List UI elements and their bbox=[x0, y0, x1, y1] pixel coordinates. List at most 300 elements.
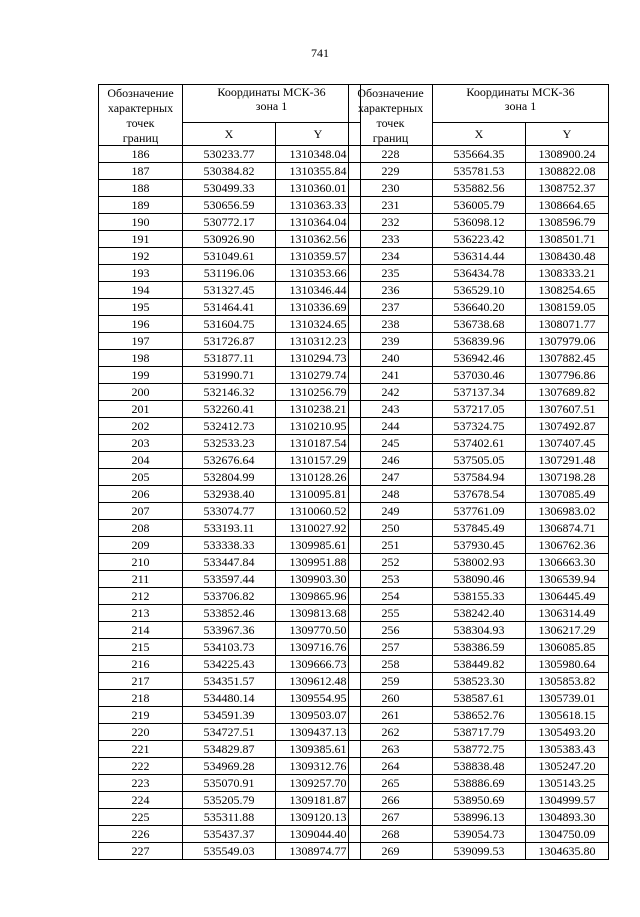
table-row bbox=[99, 163, 361, 180]
x-coordinate-cell: 530926.90 bbox=[183, 231, 276, 248]
x-coordinate-cell: 536434.78 bbox=[433, 265, 526, 282]
table-row bbox=[349, 639, 609, 656]
point-number-cell: 195 bbox=[99, 299, 183, 316]
x-coordinate-cell: 532938.40 bbox=[183, 486, 276, 503]
point-number-cell: 263 bbox=[349, 741, 433, 758]
y-coordinate-cell: 1310279.74 bbox=[276, 367, 361, 384]
x-coordinate-cell: 532260.41 bbox=[183, 401, 276, 418]
point-number-cell: 240 bbox=[349, 350, 433, 367]
table-row bbox=[349, 690, 609, 707]
point-number-cell: 219 bbox=[99, 707, 183, 724]
x-coordinate-cell: 535205.79 bbox=[183, 792, 276, 809]
y-coordinate-cell: 1307085.49 bbox=[526, 486, 609, 503]
y-coordinate-cell: 1308752.37 bbox=[526, 180, 609, 197]
table-row bbox=[99, 469, 361, 486]
y-column-header: Y bbox=[526, 123, 609, 146]
table-row bbox=[349, 367, 609, 384]
y-coordinate-cell: 1309120.13 bbox=[276, 809, 361, 826]
table-row bbox=[349, 588, 609, 605]
point-number-cell: 197 bbox=[99, 333, 183, 350]
x-coordinate-cell: 536942.46 bbox=[433, 350, 526, 367]
y-coordinate-cell: 1310027.92 bbox=[276, 520, 361, 537]
y-coordinate-cell: 1310095.81 bbox=[276, 486, 361, 503]
point-number-cell: 239 bbox=[349, 333, 433, 350]
y-coordinate-cell: 1305143.25 bbox=[526, 775, 609, 792]
x-coordinate-cell: 535664.35 bbox=[433, 146, 526, 163]
table-row bbox=[99, 639, 361, 656]
table-row bbox=[349, 622, 609, 639]
table-row bbox=[349, 350, 609, 367]
y-coordinate-cell: 1304999.57 bbox=[526, 792, 609, 809]
point-number-cell: 214 bbox=[99, 622, 183, 639]
y-coordinate-cell: 1306874.71 bbox=[526, 520, 609, 537]
x-coordinate-cell: 535781.53 bbox=[433, 163, 526, 180]
y-coordinate-cell: 1306663.30 bbox=[526, 554, 609, 571]
point-number-cell: 266 bbox=[349, 792, 433, 809]
point-number-cell: 198 bbox=[99, 350, 183, 367]
point-number-cell: 247 bbox=[349, 469, 433, 486]
table-row bbox=[349, 214, 609, 231]
y-coordinate-cell: 1308501.71 bbox=[526, 231, 609, 248]
y-coordinate-cell: 1309612.48 bbox=[276, 673, 361, 690]
table-row bbox=[349, 843, 609, 860]
table-row bbox=[349, 163, 609, 180]
point-number-cell: 207 bbox=[99, 503, 183, 520]
y-coordinate-cell: 1307492.87 bbox=[526, 418, 609, 435]
x-coordinate-cell: 530656.59 bbox=[183, 197, 276, 214]
x-coordinate-cell: 538449.82 bbox=[433, 656, 526, 673]
point-number-cell: 250 bbox=[349, 520, 433, 537]
x-coordinate-cell: 534103.73 bbox=[183, 639, 276, 656]
x-coordinate-cell: 537137.34 bbox=[433, 384, 526, 401]
x-coordinate-cell: 531726.87 bbox=[183, 333, 276, 350]
x-coordinate-cell: 530499.33 bbox=[183, 180, 276, 197]
x-coordinate-cell: 536640.20 bbox=[433, 299, 526, 316]
y-coordinate-cell: 1307607.51 bbox=[526, 401, 609, 418]
x-coordinate-cell: 533338.33 bbox=[183, 537, 276, 554]
point-number-cell: 245 bbox=[349, 435, 433, 452]
point-number-cell: 265 bbox=[349, 775, 433, 792]
x-coordinate-cell: 536005.79 bbox=[433, 197, 526, 214]
x-coordinate-cell: 531877.11 bbox=[183, 350, 276, 367]
point-number-cell: 189 bbox=[99, 197, 183, 214]
table-row bbox=[99, 554, 361, 571]
table-row bbox=[349, 775, 609, 792]
point-number-cell: 251 bbox=[349, 537, 433, 554]
point-number-cell: 201 bbox=[99, 401, 183, 418]
point-number-cell: 193 bbox=[99, 265, 183, 282]
x-coordinate-cell: 533597.44 bbox=[183, 571, 276, 588]
y-coordinate-cell: 1310238.21 bbox=[276, 401, 361, 418]
x-coordinate-cell: 536839.96 bbox=[433, 333, 526, 350]
point-number-cell: 199 bbox=[99, 367, 183, 384]
table-row bbox=[349, 758, 609, 775]
table-row bbox=[349, 809, 609, 826]
y-coordinate-cell: 1310363.33 bbox=[276, 197, 361, 214]
table-row bbox=[99, 146, 361, 163]
y-coordinate-cell: 1304635.80 bbox=[526, 843, 609, 860]
point-number-cell: 226 bbox=[99, 826, 183, 843]
point-number-cell: 212 bbox=[99, 588, 183, 605]
table-row bbox=[349, 741, 609, 758]
point-number-cell: 248 bbox=[349, 486, 433, 503]
table-row bbox=[349, 724, 609, 741]
x-coordinate-cell: 532804.99 bbox=[183, 469, 276, 486]
x-coordinate-cell: 535549.03 bbox=[183, 843, 276, 860]
x-coordinate-cell: 534225.43 bbox=[183, 656, 276, 673]
y-coordinate-cell: 1309813.68 bbox=[276, 605, 361, 622]
point-number-cell: 242 bbox=[349, 384, 433, 401]
x-coordinate-cell: 534727.51 bbox=[183, 724, 276, 741]
point-number-cell: 256 bbox=[349, 622, 433, 639]
table-row bbox=[349, 435, 609, 452]
y-coordinate-cell: 1309554.95 bbox=[276, 690, 361, 707]
table-row bbox=[99, 248, 361, 265]
point-number-cell: 220 bbox=[99, 724, 183, 741]
table-row bbox=[99, 537, 361, 554]
table-row bbox=[99, 690, 361, 707]
point-number-cell: 259 bbox=[349, 673, 433, 690]
x-coordinate-cell: 538838.48 bbox=[433, 758, 526, 775]
point-number-cell: 221 bbox=[99, 741, 183, 758]
table-row bbox=[99, 350, 361, 367]
y-coordinate-cell: 1310336.69 bbox=[276, 299, 361, 316]
point-number-cell: 254 bbox=[349, 588, 433, 605]
point-number-cell: 230 bbox=[349, 180, 433, 197]
point-number-cell: 267 bbox=[349, 809, 433, 826]
y-coordinate-cell: 1310210.95 bbox=[276, 418, 361, 435]
x-coordinate-cell: 534591.39 bbox=[183, 707, 276, 724]
x-coordinate-cell: 538886.69 bbox=[433, 775, 526, 792]
y-coordinate-cell: 1309716.76 bbox=[276, 639, 361, 656]
y-coordinate-cell: 1306217.29 bbox=[526, 622, 609, 639]
x-coordinate-cell: 537217.05 bbox=[433, 401, 526, 418]
point-number-cell: 190 bbox=[99, 214, 183, 231]
table-row bbox=[349, 180, 609, 197]
table-row bbox=[349, 503, 609, 520]
table-row bbox=[99, 724, 361, 741]
x-coordinate-cell: 534969.28 bbox=[183, 758, 276, 775]
x-coordinate-cell: 537030.46 bbox=[433, 367, 526, 384]
table-row bbox=[99, 503, 361, 520]
point-number-cell: 203 bbox=[99, 435, 183, 452]
y-coordinate-cell: 1310294.73 bbox=[276, 350, 361, 367]
x-coordinate-cell: 533706.82 bbox=[183, 588, 276, 605]
table-row bbox=[99, 299, 361, 316]
x-coordinate-cell: 530772.17 bbox=[183, 214, 276, 231]
x-coordinate-cell: 533074.77 bbox=[183, 503, 276, 520]
point-number-cell: 216 bbox=[99, 656, 183, 673]
point-number-cell: 255 bbox=[349, 605, 433, 622]
table-row bbox=[349, 571, 609, 588]
y-coordinate-cell: 1308333.21 bbox=[526, 265, 609, 282]
y-coordinate-cell: 1304893.30 bbox=[526, 809, 609, 826]
point-number-cell: 261 bbox=[349, 707, 433, 724]
point-number-cell: 262 bbox=[349, 724, 433, 741]
y-coordinate-cell: 1310360.01 bbox=[276, 180, 361, 197]
y-coordinate-cell: 1307291.48 bbox=[526, 452, 609, 469]
point-number-cell: 232 bbox=[349, 214, 433, 231]
table-row bbox=[99, 452, 361, 469]
x-coordinate-cell: 538523.30 bbox=[433, 673, 526, 690]
x-coordinate-cell: 532146.32 bbox=[183, 384, 276, 401]
table-row bbox=[99, 384, 361, 401]
point-number-cell: 228 bbox=[349, 146, 433, 163]
y-coordinate-cell: 1310187.54 bbox=[276, 435, 361, 452]
point-number-cell: 191 bbox=[99, 231, 183, 248]
y-coordinate-cell: 1309044.40 bbox=[276, 826, 361, 843]
coordinates-table-right bbox=[348, 84, 609, 860]
x-coordinate-cell: 536529.10 bbox=[433, 282, 526, 299]
point-number-cell: 260 bbox=[349, 690, 433, 707]
point-number-cell: 223 bbox=[99, 775, 183, 792]
table-row bbox=[349, 486, 609, 503]
y-coordinate-cell: 1309385.61 bbox=[276, 741, 361, 758]
x-coordinate-cell: 538950.69 bbox=[433, 792, 526, 809]
y-coordinate-cell: 1310364.04 bbox=[276, 214, 361, 231]
x-coordinate-cell: 535882.56 bbox=[433, 180, 526, 197]
point-number-cell: 218 bbox=[99, 690, 183, 707]
y-coordinate-cell: 1307882.45 bbox=[526, 350, 609, 367]
table-row bbox=[99, 316, 361, 333]
x-coordinate-cell: 533193.11 bbox=[183, 520, 276, 537]
x-coordinate-cell: 536098.12 bbox=[433, 214, 526, 231]
y-coordinate-cell: 1309181.87 bbox=[276, 792, 361, 809]
x-coordinate-cell: 536223.42 bbox=[433, 231, 526, 248]
coordinates-table-left bbox=[98, 84, 361, 860]
y-coordinate-cell: 1305493.20 bbox=[526, 724, 609, 741]
table-row bbox=[99, 486, 361, 503]
point-number-cell: 264 bbox=[349, 758, 433, 775]
point-number-cell: 209 bbox=[99, 537, 183, 554]
y-coordinate-cell: 1309437.13 bbox=[276, 724, 361, 741]
y-coordinate-cell: 1309951.88 bbox=[276, 554, 361, 571]
y-coordinate-cell: 1310312.23 bbox=[276, 333, 361, 350]
point-number-cell: 213 bbox=[99, 605, 183, 622]
table-row bbox=[99, 333, 361, 350]
table-row bbox=[349, 333, 609, 350]
x-coordinate-cell: 538090.46 bbox=[433, 571, 526, 588]
table-row bbox=[99, 265, 361, 282]
point-number-cell: 227 bbox=[99, 843, 183, 860]
y-coordinate-cell: 1307198.28 bbox=[526, 469, 609, 486]
y-coordinate-cell: 1306762.36 bbox=[526, 537, 609, 554]
point-number-cell: 187 bbox=[99, 163, 183, 180]
x-coordinate-cell: 537505.05 bbox=[433, 452, 526, 469]
y-coordinate-cell: 1310256.79 bbox=[276, 384, 361, 401]
x-coordinate-cell: 537324.75 bbox=[433, 418, 526, 435]
x-coordinate-cell: 538652.76 bbox=[433, 707, 526, 724]
table-row bbox=[99, 792, 361, 809]
y-coordinate-cell: 1308596.79 bbox=[526, 214, 609, 231]
y-coordinate-cell: 1310346.44 bbox=[276, 282, 361, 299]
point-number-cell: 231 bbox=[349, 197, 433, 214]
x-coordinate-cell: 531990.71 bbox=[183, 367, 276, 384]
table-row bbox=[99, 571, 361, 588]
x-coordinate-cell: 538587.61 bbox=[433, 690, 526, 707]
point-number-cell: 200 bbox=[99, 384, 183, 401]
y-coordinate-cell: 1309503.07 bbox=[276, 707, 361, 724]
table-row bbox=[349, 707, 609, 724]
x-coordinate-cell: 534351.57 bbox=[183, 673, 276, 690]
table-row bbox=[99, 826, 361, 843]
x-coordinate-cell: 531464.41 bbox=[183, 299, 276, 316]
point-number-cell: 258 bbox=[349, 656, 433, 673]
x-coordinate-cell: 538996.13 bbox=[433, 809, 526, 826]
table-row bbox=[99, 843, 361, 860]
point-number-cell: 257 bbox=[349, 639, 433, 656]
table-row bbox=[99, 588, 361, 605]
point-number-cell: 236 bbox=[349, 282, 433, 299]
x-coordinate-cell: 534829.87 bbox=[183, 741, 276, 758]
x-coordinate-cell: 531196.06 bbox=[183, 265, 276, 282]
x-coordinate-cell: 532533.23 bbox=[183, 435, 276, 452]
table-row bbox=[349, 826, 609, 843]
x-coordinate-cell: 538242.40 bbox=[433, 605, 526, 622]
table-row bbox=[349, 537, 609, 554]
point-number-cell: 244 bbox=[349, 418, 433, 435]
point-designation-header: Обозначение характерных точек границ bbox=[349, 85, 433, 146]
x-coordinate-cell: 538772.75 bbox=[433, 741, 526, 758]
point-number-cell: 205 bbox=[99, 469, 183, 486]
y-coordinate-cell: 1309770.50 bbox=[276, 622, 361, 639]
point-number-cell: 252 bbox=[349, 554, 433, 571]
x-coordinate-cell: 538002.93 bbox=[433, 554, 526, 571]
y-coordinate-cell: 1310128.26 bbox=[276, 469, 361, 486]
table-row bbox=[349, 248, 609, 265]
y-coordinate-cell: 1308254.65 bbox=[526, 282, 609, 299]
table-row bbox=[349, 299, 609, 316]
table-row bbox=[349, 520, 609, 537]
table-row bbox=[99, 741, 361, 758]
x-coordinate-cell: 537845.49 bbox=[433, 520, 526, 537]
y-coordinate-cell: 1306314.49 bbox=[526, 605, 609, 622]
table-row bbox=[349, 418, 609, 435]
table-row bbox=[99, 180, 361, 197]
table-row bbox=[349, 265, 609, 282]
point-number-cell: 194 bbox=[99, 282, 183, 299]
y-coordinate-cell: 1310353.66 bbox=[276, 265, 361, 282]
point-number-cell: 204 bbox=[99, 452, 183, 469]
point-number-cell: 241 bbox=[349, 367, 433, 384]
x-column-header: X bbox=[183, 123, 276, 146]
x-coordinate-cell: 537584.94 bbox=[433, 469, 526, 486]
x-coordinate-cell: 536738.68 bbox=[433, 316, 526, 333]
table-row bbox=[99, 418, 361, 435]
x-coordinate-cell: 535311.88 bbox=[183, 809, 276, 826]
y-coordinate-cell: 1310355.84 bbox=[276, 163, 361, 180]
point-number-cell: 186 bbox=[99, 146, 183, 163]
x-coordinate-cell: 539099.53 bbox=[433, 843, 526, 860]
point-number-cell: 268 bbox=[349, 826, 433, 843]
y-coordinate-cell: 1306445.49 bbox=[526, 588, 609, 605]
y-coordinate-cell: 1308900.24 bbox=[526, 146, 609, 163]
x-coordinate-cell: 531604.75 bbox=[183, 316, 276, 333]
table-row bbox=[349, 316, 609, 333]
point-number-cell: 249 bbox=[349, 503, 433, 520]
x-coordinate-cell: 530233.77 bbox=[183, 146, 276, 163]
table-row bbox=[349, 146, 609, 163]
x-coordinate-cell: 537678.54 bbox=[433, 486, 526, 503]
point-number-cell: 225 bbox=[99, 809, 183, 826]
table-row bbox=[99, 622, 361, 639]
table-row bbox=[99, 231, 361, 248]
table-row bbox=[99, 656, 361, 673]
table-row bbox=[349, 673, 609, 690]
x-coordinate-cell: 534480.14 bbox=[183, 690, 276, 707]
table-row bbox=[349, 197, 609, 214]
y-coordinate-cell: 1308664.65 bbox=[526, 197, 609, 214]
y-coordinate-cell: 1306539.94 bbox=[526, 571, 609, 588]
table-row bbox=[349, 792, 609, 809]
y-coordinate-cell: 1309257.70 bbox=[276, 775, 361, 792]
point-number-cell: 233 bbox=[349, 231, 433, 248]
y-coordinate-cell: 1306983.02 bbox=[526, 503, 609, 520]
y-coordinate-cell: 1310359.57 bbox=[276, 248, 361, 265]
y-coordinate-cell: 1307979.06 bbox=[526, 333, 609, 350]
point-number-cell: 246 bbox=[349, 452, 433, 469]
point-number-cell: 206 bbox=[99, 486, 183, 503]
table-row bbox=[349, 282, 609, 299]
table-row bbox=[99, 435, 361, 452]
y-coordinate-cell: 1308430.48 bbox=[526, 248, 609, 265]
y-coordinate-cell: 1305247.20 bbox=[526, 758, 609, 775]
y-coordinate-cell: 1308159.05 bbox=[526, 299, 609, 316]
point-number-cell: 222 bbox=[99, 758, 183, 775]
y-coordinate-cell: 1307796.86 bbox=[526, 367, 609, 384]
y-coordinate-cell: 1309985.61 bbox=[276, 537, 361, 554]
point-number-cell: 234 bbox=[349, 248, 433, 265]
point-number-cell: 243 bbox=[349, 401, 433, 418]
x-coordinate-cell: 533447.84 bbox=[183, 554, 276, 571]
y-coordinate-cell: 1307689.82 bbox=[526, 384, 609, 401]
x-coordinate-cell: 533852.46 bbox=[183, 605, 276, 622]
y-coordinate-cell: 1310060.52 bbox=[276, 503, 361, 520]
page-number: 741 bbox=[311, 46, 329, 60]
table-row bbox=[349, 469, 609, 486]
point-number-cell: 269 bbox=[349, 843, 433, 860]
y-coordinate-cell: 1305853.82 bbox=[526, 673, 609, 690]
y-coordinate-cell: 1310348.04 bbox=[276, 146, 361, 163]
y-coordinate-cell: 1308071.77 bbox=[526, 316, 609, 333]
point-number-cell: 208 bbox=[99, 520, 183, 537]
table-row bbox=[99, 707, 361, 724]
table-row bbox=[99, 197, 361, 214]
y-coordinate-cell: 1306085.85 bbox=[526, 639, 609, 656]
table-row bbox=[349, 605, 609, 622]
x-column-header: X bbox=[433, 123, 526, 146]
y-coordinate-cell: 1309312.76 bbox=[276, 758, 361, 775]
point-number-cell: 238 bbox=[349, 316, 433, 333]
x-coordinate-cell: 530384.82 bbox=[183, 163, 276, 180]
table-row bbox=[99, 809, 361, 826]
table-row bbox=[349, 554, 609, 571]
x-coordinate-cell: 536314.44 bbox=[433, 248, 526, 265]
point-number-cell: 229 bbox=[349, 163, 433, 180]
x-coordinate-cell: 538304.93 bbox=[433, 622, 526, 639]
table-row bbox=[99, 214, 361, 231]
point-number-cell: 224 bbox=[99, 792, 183, 809]
y-coordinate-cell: 1304750.09 bbox=[526, 826, 609, 843]
table-row bbox=[99, 401, 361, 418]
point-number-cell: 196 bbox=[99, 316, 183, 333]
x-coordinate-cell: 538155.33 bbox=[433, 588, 526, 605]
table-row bbox=[99, 673, 361, 690]
point-number-cell: 192 bbox=[99, 248, 183, 265]
x-coordinate-cell: 535437.37 bbox=[183, 826, 276, 843]
table-row bbox=[349, 384, 609, 401]
x-coordinate-cell: 535070.91 bbox=[183, 775, 276, 792]
